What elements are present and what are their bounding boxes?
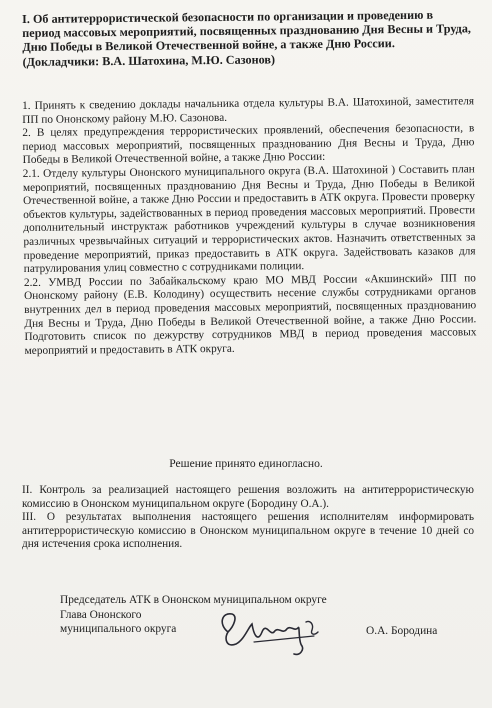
signatory-title: Председатель АТК в Ононском муниципальном округе bbox=[60, 594, 327, 606]
item-1: 1. Принять к сведению доклады начальника отдела культуры В.А. Шатохиной, заместителя ПП по Ононскому району М.Ю. Сазонова. bbox=[22, 95, 475, 126]
handwritten-signature bbox=[214, 602, 334, 658]
item-2-2: 2.2. УМВД России по Забайкальскому краю МО МВД России «Акшинский» ПП по Ононскому району (Е.В. Колодину) осуществить несение службы сотрудниками органов внутренних дел в период проведения массовых мероприятий, посвященных празднованию Дня Весны и Труда, Дню Победы в Великой Отечественной войне, а также Дню России. Подготовить список по дежурству сотрудников МВД в период проведения массовых мероприятий и предоставить в АТК округа. bbox=[23, 271, 477, 357]
control-sections bbox=[22, 484, 474, 552]
item-2-1: 2.1. Отделу культуры Ононского муниципального округа (В.А. Шатохиной ) Составить план мероприятий, посвященных празднованию Дня Весны и Труда, Дню Победы в Великой Отечественной войне, а также Дню России и предоставить в АТК округа. Провести проверку объектов культуры, задействованных в период проведения массовых мероприятий. Провести дополнительный инструктаж работников учреждений культуры в случае возникновения различных чрезвычайных ситуаций и террористических актов. Назначить ответственных за проведение мероприятий, приказ предоставить в АТК округа. Задействовать казаков для патрулирования улиц совместно с сотрудниками полиции. bbox=[22, 163, 476, 276]
section-2: II. Контроль за реализацией настоящего решения возложить на антитеррористическую комиссию в Ононском муниципальном округе (Бородину О.А.). bbox=[22, 484, 474, 510]
item-2: 2. В целях предупреждения террористических проявлений, обеспечения безопасности, в период массовых мероприятий, посвященных празднованию Дня Весны и Труда, Дню Победы в Великой Отечественной войне, а также Дню России: bbox=[22, 122, 475, 167]
section-3: III. О результатах выполнения настоящего решения исполнителям информировать антитеррористическую комиссию в Ононском муниципальном округе в течение 10 дней со дня истечения срока исполнения. bbox=[22, 511, 474, 551]
heading-speakers: (Докладчики: В.А. Шатохина, М.Ю. Сазонов) bbox=[22, 51, 276, 69]
signatory-name: О.А. Бородина bbox=[366, 625, 438, 637]
section-heading bbox=[22, 7, 475, 69]
signatory-position: Глава Ононского bbox=[60, 608, 142, 621]
decision-statement: Решение принято единогласно. bbox=[169, 457, 323, 470]
decision-items bbox=[22, 95, 477, 358]
heading-title: I. Об антитеррористической безопасности по организации и проведению в период массовых мероприятий, посвященных празднованию Дня Весны и Труда, Дню Победы в Великой Отечественной войне, а также Дню России. bbox=[22, 7, 472, 55]
signatory-position-cont: муниципального округа bbox=[60, 623, 177, 636]
